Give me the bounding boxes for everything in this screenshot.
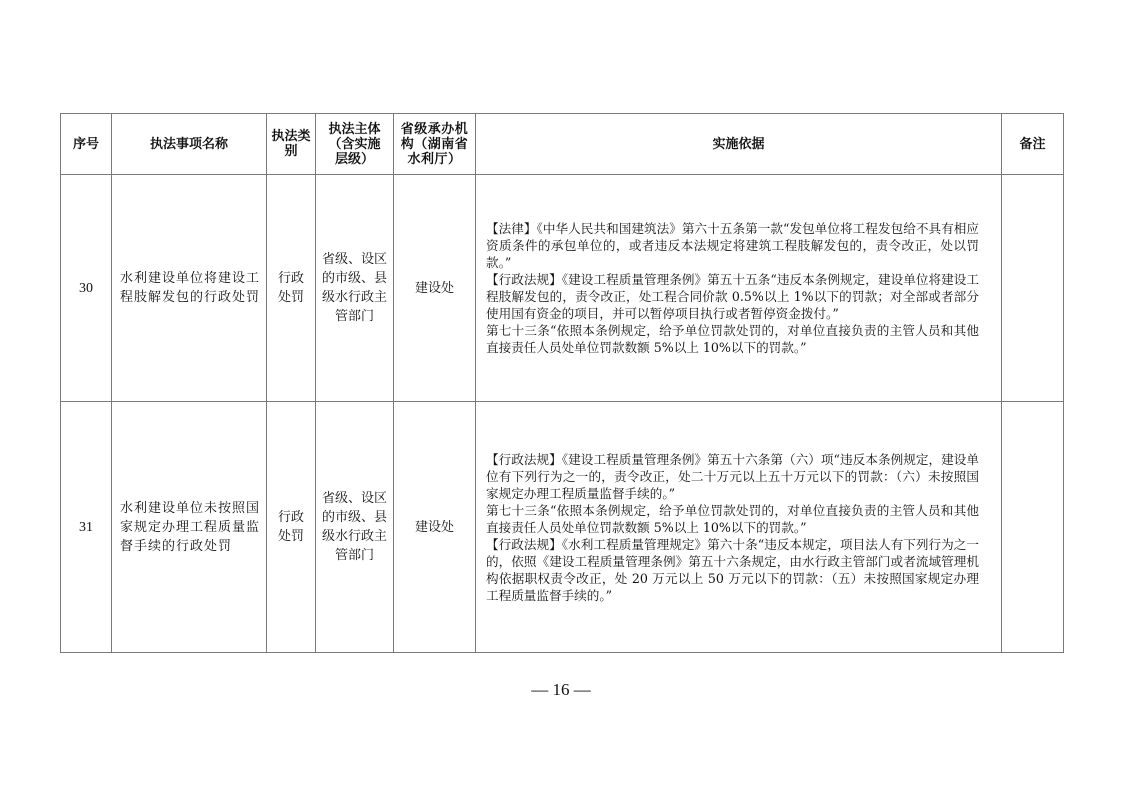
enforcement-type: 行政处罚 — [267, 175, 316, 402]
header-basis: 实施依据 — [476, 114, 1002, 175]
responsible-org: 建设处 — [394, 175, 476, 402]
header-name: 执法事项名称 — [112, 114, 267, 175]
basis-paragraph: 第七十三条“依照本条例规定，给予单位罚款处罚的，对单位直接负责的主管人员和其他直接责任人员处单位罚款数额 5%以上 10%以下的罚款。” — [486, 502, 979, 535]
basis-paragraph: 第七十三条“依照本条例规定，给予单位罚款处罚的，对单位直接负责的主管人员和其他直接责任人员处单位罚款数额 5%以上 10%以下的罚款。” — [486, 323, 979, 355]
basis-paragraph: 【行政法规】《建设工程质量管理条例》第五十五条“违反本条例规定，建设单位将建设工程肢解发包的，责令改正，处工程合同价款 0.5%以上 1%以下的罚款；对全部或者部分使用国有资金的项目，并可以暂停项目执行或者暂停资金拨付。” — [486, 272, 979, 321]
item-name: 水利建设单位未按照国家规定办理工程质量监督手续的行政处罚 — [112, 402, 267, 653]
item-name: 水利建设单位将建设工程肢解发包的行政处罚 — [112, 175, 267, 402]
enforcement-subject: 省级、设区的市级、县级水行政主管部门 — [316, 402, 394, 653]
basis-paragraph: 【法律】《中华人民共和国建筑法》第六十五条第一款“发包单位将工程发包给不具有相应资质条件的承包单位的，或者违反本法规定将建筑工程肢解发包的，责令改正，处以罚款。” — [486, 221, 979, 270]
legal-basis — [476, 402, 1002, 653]
remark — [1002, 402, 1064, 653]
page-number: — 16 — — [531, 680, 591, 699]
header-org: 省级承办机构（湖南省水利厅） — [394, 114, 476, 175]
remark — [1002, 175, 1064, 402]
header-remark: 备注 — [1002, 114, 1064, 175]
header-no: 序号 — [61, 114, 112, 175]
responsible-org: 建设处 — [394, 402, 476, 653]
basis-paragraph: 【行政法规】《建设工程质量管理条例》第五十六条第（六）项“违反本条例规定，建设单位有下列行为之一的，责令改正，处二十万元以上五十万元以下的罚款：（六）未按照国家规定办理工程质量监督手续的。” — [486, 451, 979, 501]
row-number: 31 — [61, 402, 112, 653]
basis-paragraph: 【行政法规】《水利工程质量管理规定》第六十条“违反本规定，项目法人有下列行为之一的，依照《建设工程质量管理条例》第五十六条规定，由水行政主管部门或者流域管理机构依据职权责令改正，处 20 万元以上 50 万元以下的罚款：（五）未按照国家规定办理工程质量监督手续的。” — [486, 536, 979, 603]
table-header — [61, 114, 1064, 175]
header-type: 执法类别 — [267, 114, 316, 175]
table-body — [61, 175, 1064, 653]
enforcement-type: 行政处罚 — [267, 402, 316, 653]
enforcement-subject: 省级、设区的市级、县级水行政主管部门 — [316, 175, 394, 402]
header-row — [61, 114, 1064, 175]
header-subject: 执法主体（含实施层级） — [316, 114, 394, 175]
table-row — [61, 175, 1064, 402]
legal-basis — [476, 175, 1002, 402]
enforcement-items-table — [60, 113, 1064, 653]
table-row — [61, 402, 1064, 653]
enforcement-table-container — [60, 113, 1063, 653]
row-number: 30 — [61, 175, 112, 402]
